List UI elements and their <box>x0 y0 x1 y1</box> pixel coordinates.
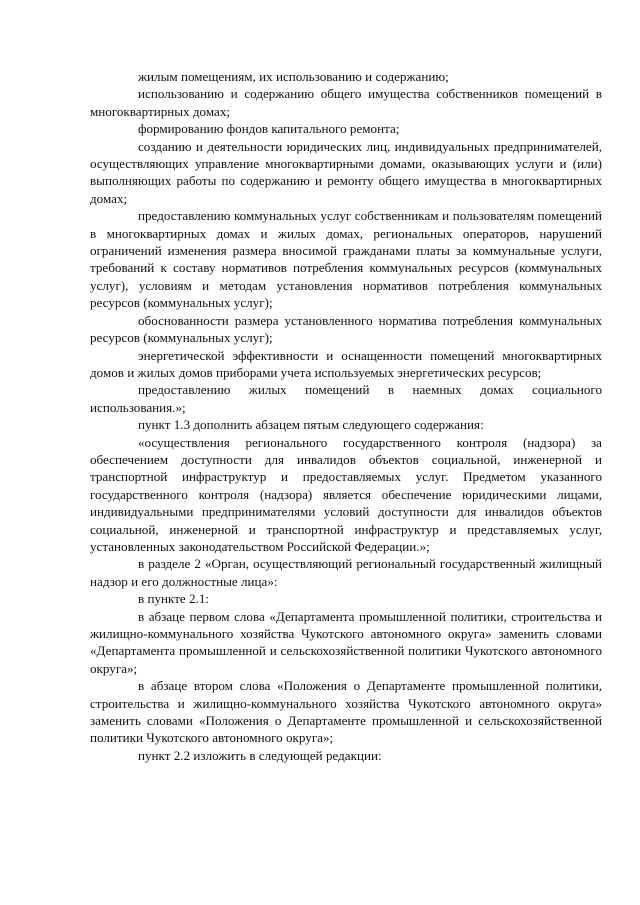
paragraph: созданию и деятельности юридических лиц, индивидуальных предпринимателей, осуществляющих управление многоквартирными домами, оказывающих услуги и (или) выполняющих работы по содержанию и ремонту общего имущества в многоквартирных домах; <box>90 138 602 206</box>
paragraph: энергетической эффективности и оснащенности помещений многоквартирных домов и жилых домов приборами учета используемых энергетических ресурсов; <box>90 347 602 380</box>
paragraph: в абзаце первом слова «Департамента промышленной политики, строительства и жилищно-коммунального хозяйства Чукотского автономного округа» заменить словами «Департамента промышленной и сельскохозяйственной политики Чукотского автономного округа»; <box>90 608 602 676</box>
paragraph: предоставлению жилых помещений в наемных домах социального использования.»; <box>90 382 602 415</box>
paragraph: обоснованности размера установленного норматива потребления коммунальных ресурсов (коммунальных услуг); <box>90 312 602 346</box>
paragraph: в пункте 2.1: <box>138 591 210 607</box>
paragraph: «осуществления регионального государственного контроля (надзора) за обеспечением доступности для инвалидов объектов социальной, инженерной и транспортной инфраструктур и предоставляемых услуг. Предметом указанного государственного контроля (надзора) является обеспечение юридическими лицами, индивидуальными предпринимателями условий доступности для инвалидов объектов социальной, инженерной и транспортной инфраструктур и представляемых услуг, установленных законодательством Российской Федерации.»; <box>90 434 602 554</box>
paragraph: в абзаце втором слова «Положения о Департаменте промышленной политики, строительства и жилищно-коммунального хозяйства Чукотского автономного округа» заменить словами «Положения о Департаменте промышленной и сельскохозяйственной политики Чукотского автономного округа»; <box>90 678 602 746</box>
paragraph: предоставлению коммунальных услуг собственникам и пользователям помещений в многоквартирных домах и жилых домах, региональных операторов, нарушений ограничений изменения размера вносимой гражданами платы за коммунальные услуги, требований к составу нормативов потребления коммунальных ресурсов (коммунальных услуг), условиям и методам установления нормативов потребления коммунальных ресурсов (коммунальных услуг); <box>90 208 602 311</box>
paragraph: в разделе 2 «Орган, осуществляющий региональный государственный жилищный надзор и его должностные лица»: <box>90 556 602 589</box>
document-page <box>90 68 602 764</box>
paragraph: пункт 1.3 дополнить абзацем пятым следующего содержания: <box>138 417 484 433</box>
paragraph: формированию фондов капитального ремонта; <box>138 121 400 137</box>
paragraph: использованию и содержанию общего имущества собственников помещений в многоквартирных домах; <box>90 86 602 119</box>
paragraph: жилым помещениям, их использованию и содержанию; <box>138 69 449 84</box>
paragraph: пункт 2.2 изложить в следующей редакции: <box>138 747 382 763</box>
